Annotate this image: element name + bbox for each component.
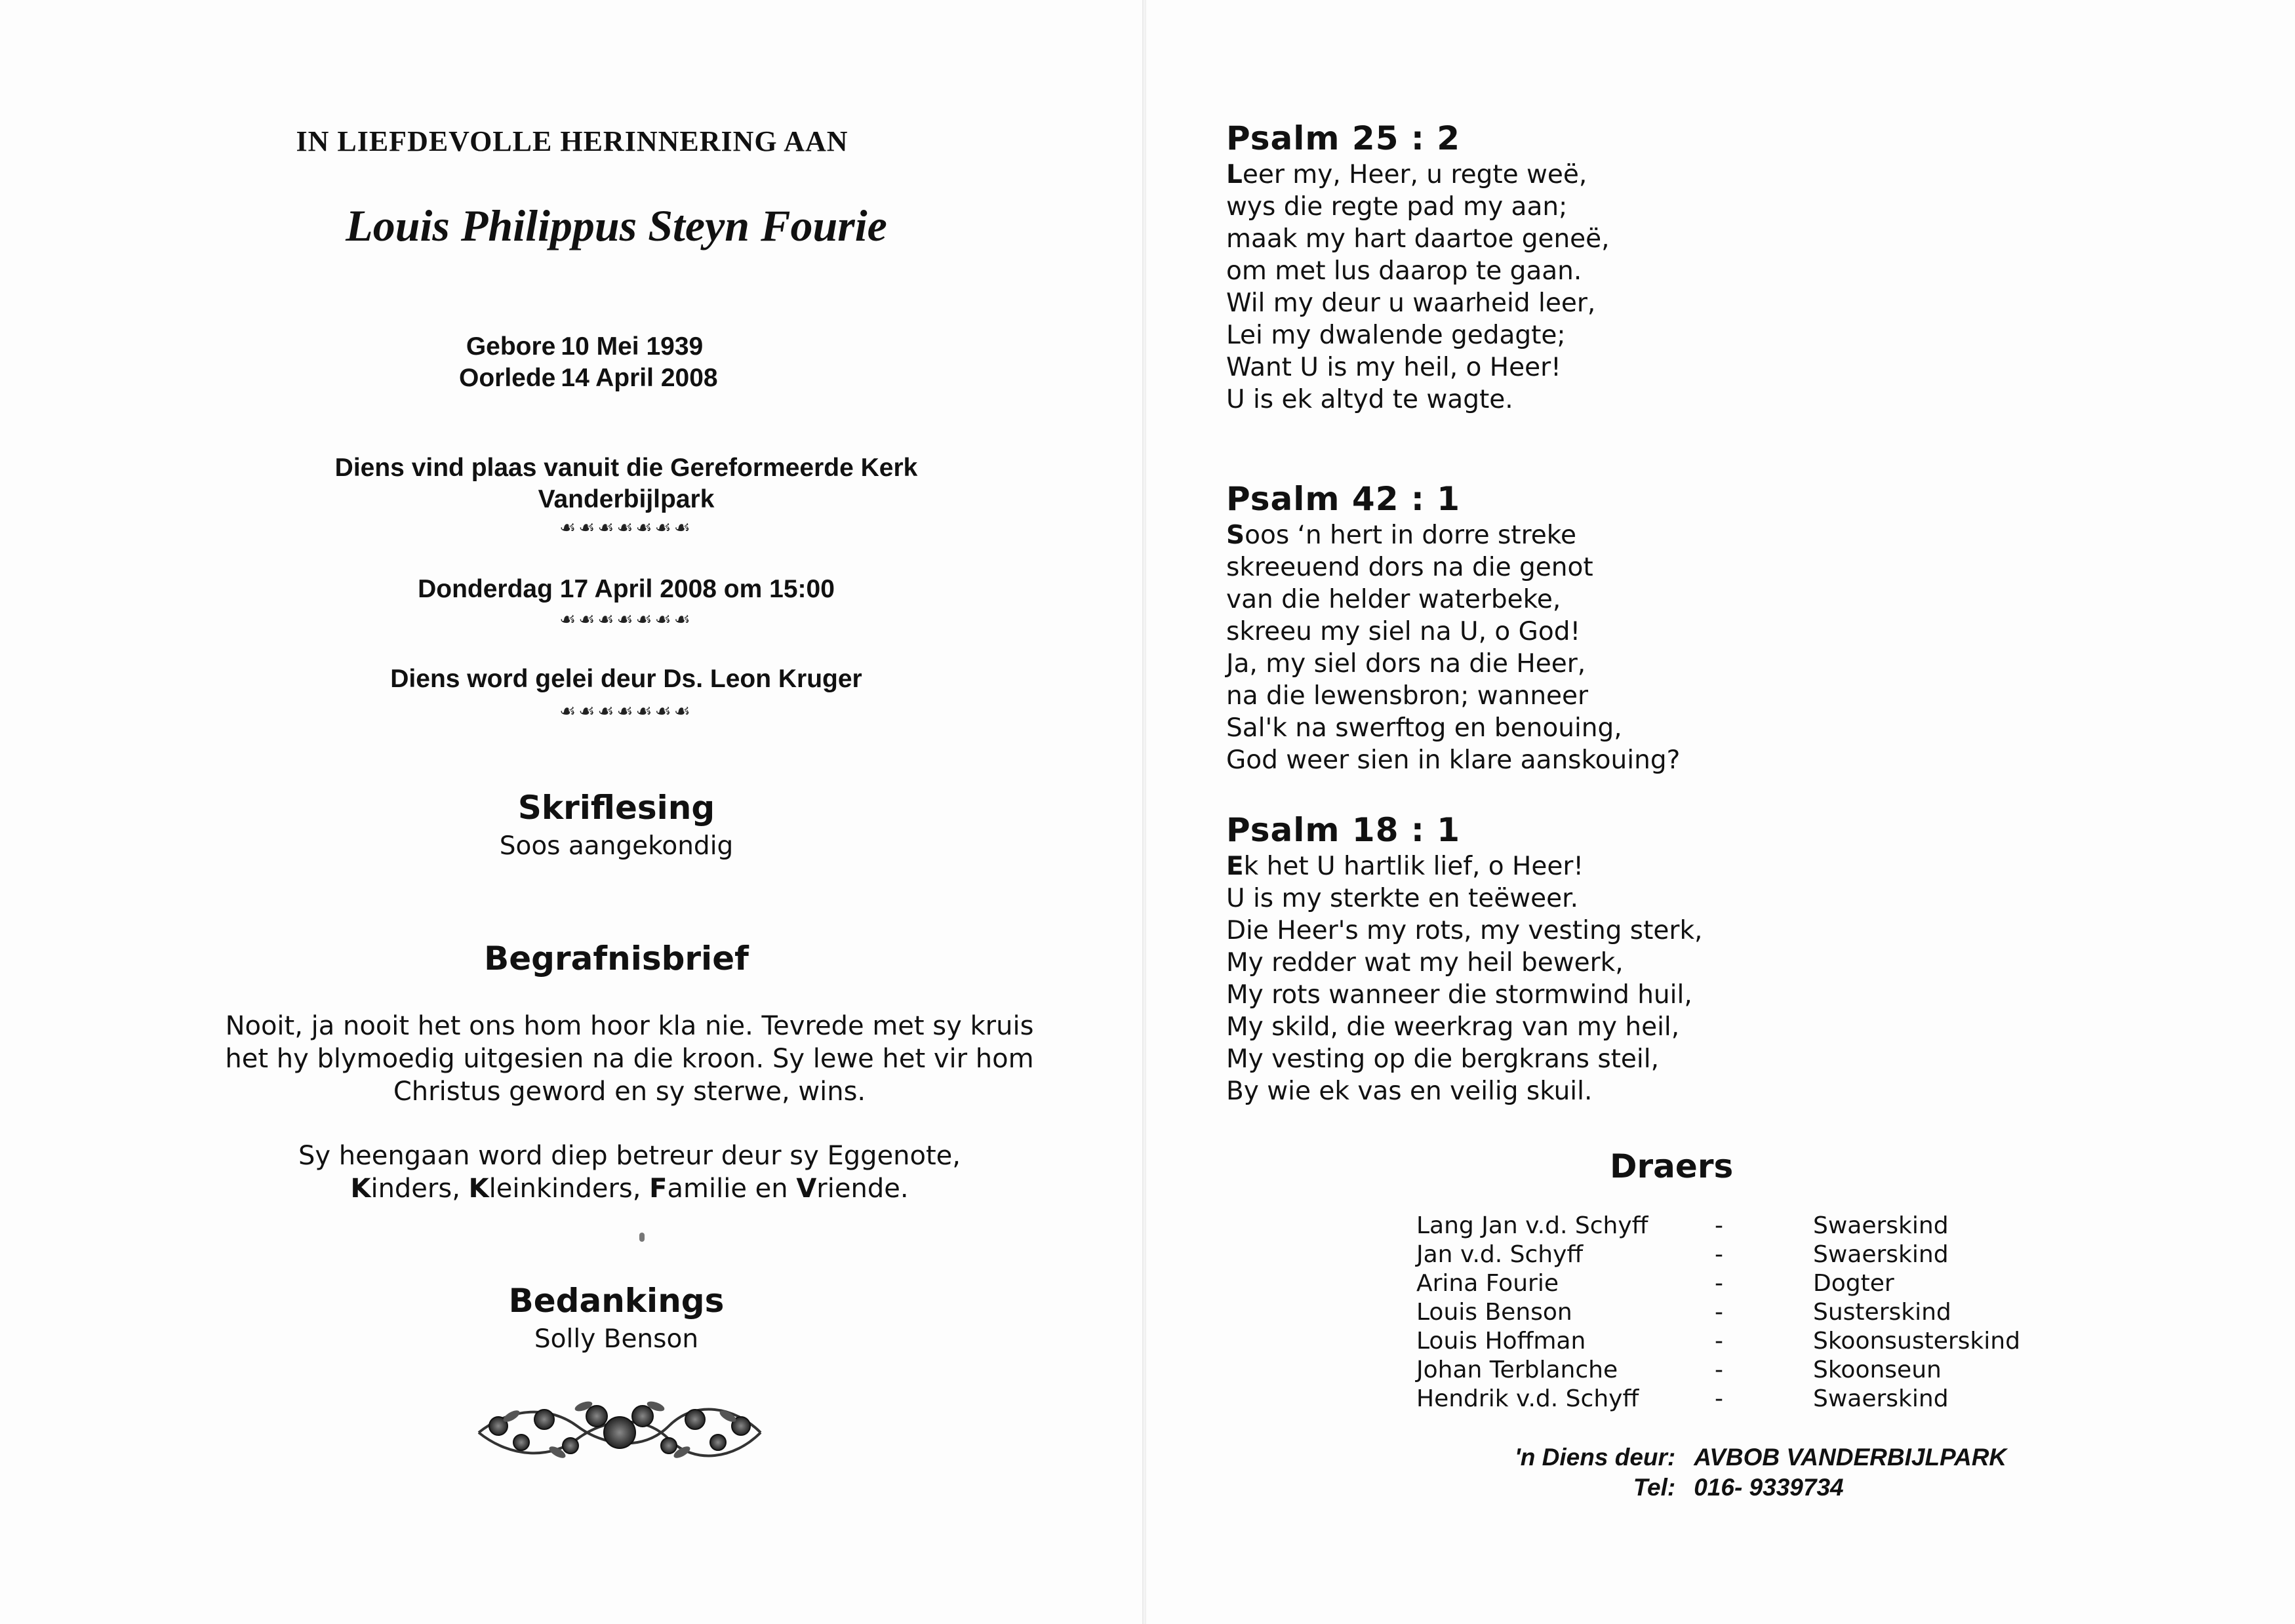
initial: V	[796, 1174, 817, 1204]
memorial-header: IN LIEFDEVOLLE HERINNERING AAN	[296, 125, 848, 157]
skriflesing-subtitle: Soos aangekondig	[499, 831, 734, 861]
verse-line: wys die regte pad my aan;	[1226, 192, 1568, 222]
bearer-name: Arina Fourie	[1416, 1270, 1559, 1297]
psalm-title: Psalm 42 : 1	[1226, 480, 1461, 518]
verse-initial: L	[1226, 160, 1243, 189]
initial: K	[350, 1174, 371, 1204]
bearer-name: Louis Benson	[1416, 1299, 1572, 1326]
birth-row	[459, 331, 723, 363]
text-line: het hy blymoedig uitgesien na die kroon. Sy lewe het vir hom	[225, 1044, 1034, 1074]
service-date: Donderdag 17 April 2008 om 15:00	[418, 575, 835, 603]
text-line: Sy heengaan word diep betreur deur sy Eggenote,	[298, 1141, 961, 1171]
bearer-dash: -	[1715, 1270, 1723, 1297]
phone-number: 016- 9339734	[1694, 1474, 1844, 1501]
bearer-dash: -	[1715, 1357, 1723, 1383]
provider-label: 'n Diens deur:	[1515, 1444, 1676, 1471]
verse-line: Want U is my heil, o Heer!	[1226, 353, 1561, 382]
bearer-dash: -	[1715, 1328, 1723, 1355]
bearer-name: Lang Jan v.d. Schyff	[1416, 1212, 1648, 1239]
verse-line: Lei my dwalende gedagte;	[1226, 321, 1566, 350]
bearer-name: Louis Hoffman	[1416, 1328, 1586, 1355]
verse-line: Wil my deur u waarheid leer,	[1226, 288, 1596, 318]
verse-line: Die Heer's my rots, my vesting sterk,	[1226, 916, 1703, 945]
provider-row	[1515, 1442, 2025, 1473]
birth-date: 10 Mei 1939	[561, 332, 704, 361]
service-place-line2: Vanderbijlpark	[538, 485, 715, 513]
psalm-42-block	[1226, 479, 2210, 776]
deceased-name: Louis Philippus Steyn Fourie	[346, 201, 887, 250]
service-place-line1: Diens vind plaas vanuit die Gereformeerde Kerk	[334, 454, 918, 482]
word-rest: inders,	[370, 1174, 469, 1204]
birth-label: Gebore	[466, 332, 556, 361]
service-place	[0, 452, 1252, 515]
verse-line: God weer sien in klare aanskouing?	[1226, 745, 1681, 775]
table-row	[1416, 1385, 2020, 1414]
initial: K	[468, 1174, 489, 1204]
verse-line: Sal'k na swerftog en benouing,	[1226, 713, 1622, 743]
verse-line: My rots wanneer die stormwind huil,	[1226, 980, 1692, 1010]
table-row	[1416, 1240, 2020, 1269]
psalm-title: Psalm 18 : 1	[1226, 811, 1461, 849]
text-line: Christus geword en sy sterwe, wins.	[393, 1077, 866, 1107]
verse-line: U is ek altyd te wagte.	[1226, 385, 1513, 414]
ornament-divider-1: ☙☙☙☙☙☙☙	[559, 517, 693, 538]
verse-line: My redder wat my heil bewerk,	[1226, 948, 1624, 978]
bedankings-title: Bedankings	[508, 1282, 725, 1320]
verse-line: skreeu my siel na U, o God!	[1226, 617, 1581, 646]
phone-row	[1515, 1473, 2025, 1503]
begrafnisbrief-paragraph-1	[157, 1010, 1102, 1108]
family-line	[157, 1172, 1102, 1205]
verse-line: na die lewensbron; wanneer	[1226, 681, 1589, 711]
table-row	[1416, 1212, 2020, 1240]
initial: F	[649, 1174, 668, 1204]
verse-line: U is my sterkte en teëweer.	[1226, 884, 1578, 913]
verse-line: maak my hart daartoe geneë,	[1226, 224, 1610, 254]
draers-title: Draers	[1610, 1147, 1734, 1185]
psalm-25-block	[1226, 118, 2210, 416]
begrafnisbrief-paragraph-2	[157, 1139, 1102, 1205]
table-row	[1416, 1269, 2020, 1298]
verse-initial: S	[1226, 521, 1245, 550]
verse-line: My skild, die weerkrag van my heil,	[1226, 1012, 1680, 1042]
provider-name: AVBOB VANDERBIJLPARK	[1694, 1444, 2007, 1471]
bearer-relation: Susterskind	[1813, 1299, 1951, 1326]
service-led-by: Diens word gelei deur Ds. Leon Kruger	[390, 665, 862, 693]
begrafnisbrief-title: Begrafnisbrief	[484, 940, 749, 978]
pallbearers-table	[1416, 1212, 2020, 1414]
ornament-divider-3: ☙☙☙☙☙☙☙	[559, 700, 693, 722]
verse-line: Soos ‘n hert in dorre streke	[1226, 521, 1576, 550]
bearer-relation: Skoonseun	[1813, 1357, 1942, 1383]
verse-line: My vesting op die bergkrans steil,	[1226, 1044, 1659, 1074]
death-row	[459, 363, 723, 394]
life-dates	[459, 331, 723, 394]
table-row	[1416, 1356, 2020, 1385]
table-row	[1416, 1298, 2020, 1327]
verse-initial: E	[1226, 852, 1244, 881]
bearer-dash: -	[1715, 1212, 1723, 1239]
death-label: Oorlede	[459, 364, 556, 392]
text-line: Nooit, ja nooit het ons hom hoor kla nie. Tevrede met sy kruis	[225, 1011, 1034, 1041]
floral-ornament-image	[472, 1380, 767, 1478]
bearer-name: Johan Terblanche	[1416, 1357, 1618, 1383]
bearer-relation: Skoonsusterskind	[1813, 1328, 2020, 1355]
bearer-relation: Swaerskind	[1813, 1212, 1949, 1239]
bearer-relation: Swaerskind	[1813, 1385, 1949, 1412]
speck-mark	[639, 1233, 645, 1242]
verse-line: Leer my, Heer, u regte weë,	[1226, 160, 1587, 189]
word-rest: amilie en	[667, 1174, 797, 1204]
verse-line: Ja, my siel dors na die Heer,	[1226, 649, 1586, 679]
skriflesing-title: Skriflesing	[517, 789, 715, 827]
funeral-service-provider	[1515, 1442, 2025, 1503]
verse-line: skreeuend dors na die genot	[1226, 553, 1593, 582]
psalm-18-block	[1226, 810, 2210, 1107]
verse-line: By wie ek vas en veilig skuil.	[1226, 1077, 1593, 1106]
word-rest: riende.	[816, 1174, 909, 1204]
table-row	[1416, 1327, 2020, 1356]
word-rest: leinkinders,	[489, 1174, 650, 1204]
verse-line: Ek het U hartlik lief, o Heer!	[1226, 852, 1584, 881]
phone-label: Tel:	[1633, 1474, 1676, 1501]
ornament-divider-2: ☙☙☙☙☙☙☙	[559, 608, 693, 630]
bearer-name: Jan v.d. Schyff	[1416, 1241, 1584, 1268]
psalm-title: Psalm 25 : 2	[1226, 119, 1461, 157]
bearer-relation: Dogter	[1813, 1270, 1894, 1297]
bearer-dash: -	[1715, 1385, 1723, 1412]
bearer-relation: Swaerskind	[1813, 1241, 1949, 1268]
verse-line: van die helder waterbeke,	[1226, 585, 1561, 614]
verse-line: om met lus daarop te gaan.	[1226, 256, 1582, 286]
bearer-name: Hendrik v.d. Schyff	[1416, 1385, 1639, 1412]
death-date: 14 April 2008	[561, 364, 718, 392]
bearer-dash: -	[1715, 1241, 1723, 1268]
bedankings-subtitle: Solly Benson	[534, 1324, 699, 1354]
bearer-dash: -	[1715, 1299, 1723, 1326]
